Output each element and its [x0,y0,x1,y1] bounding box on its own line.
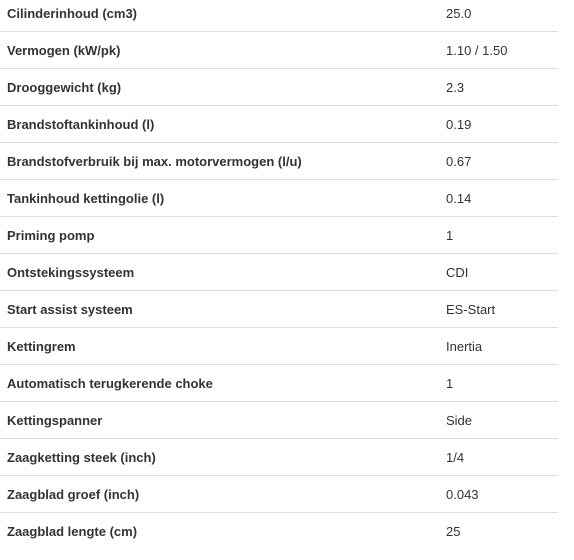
spec-row-dry-weight [0,69,558,106]
spec-value: 1.10 / 1.50 [446,42,508,58]
spec-label: Start assist systeem [7,301,133,317]
spec-value: 0.14 [446,190,472,206]
spec-label: Drooggewicht (kg) [7,79,122,95]
spec-value: 1 [446,227,454,243]
spec-label: Priming pomp [7,227,95,243]
spec-label: Zaagblad lengte (cm) [7,523,138,539]
spec-label: Zaagketting steek (inch) [7,449,156,465]
spec-row-power [0,32,558,69]
spec-label: Zaagblad groef (inch) [7,486,140,502]
spec-value: CDI [446,264,469,280]
spec-row-fuel-consumption [0,143,558,180]
spec-value: 1 [446,375,454,391]
spec-label: Vermogen (kW/pk) [7,42,121,58]
spec-row-ignition [0,254,558,291]
spec-row-fuel-tank [0,106,558,143]
spec-label: Automatisch terugkerende choke [7,375,213,391]
spec-row-displacement [0,0,558,32]
spec-value: 25 [446,523,461,539]
spec-label: Tankinhoud kettingolie (l) [7,190,165,206]
spec-value: 0.19 [446,116,472,132]
spec-row-priming-pump [0,217,558,254]
spec-row-chain-oil-tank [0,180,558,217]
spec-label: Cilinderinhoud (cm3) [7,5,137,21]
spec-row-bar-length [0,513,558,549]
spec-row-bar-groove [0,476,558,513]
spec-label: Kettingrem [7,338,76,354]
spec-value: 1/4 [446,449,465,465]
spec-value: 0.043 [446,486,479,502]
spec-label: Brandstoftankinhoud (l) [7,116,155,132]
spec-label: Kettingspanner [7,412,103,428]
spec-value: ES-Start [446,301,496,317]
spec-value: Side [446,412,473,428]
spec-row-auto-choke [0,365,558,402]
spec-label: Brandstofverbruik bij max. motorvermogen (l/u) [7,153,302,169]
spec-row-chain-tensioner [0,402,558,439]
spec-label: Ontstekingssysteem [7,264,135,280]
spec-value: Inertia [446,338,483,354]
spec-row-chain-pitch [0,439,558,476]
spec-value: 0.67 [446,153,472,169]
spec-value: 25.0 [446,5,472,21]
spec-row-chain-brake [0,328,558,365]
spec-row-start-assist [0,291,558,328]
spec-value: 2.3 [446,79,465,95]
